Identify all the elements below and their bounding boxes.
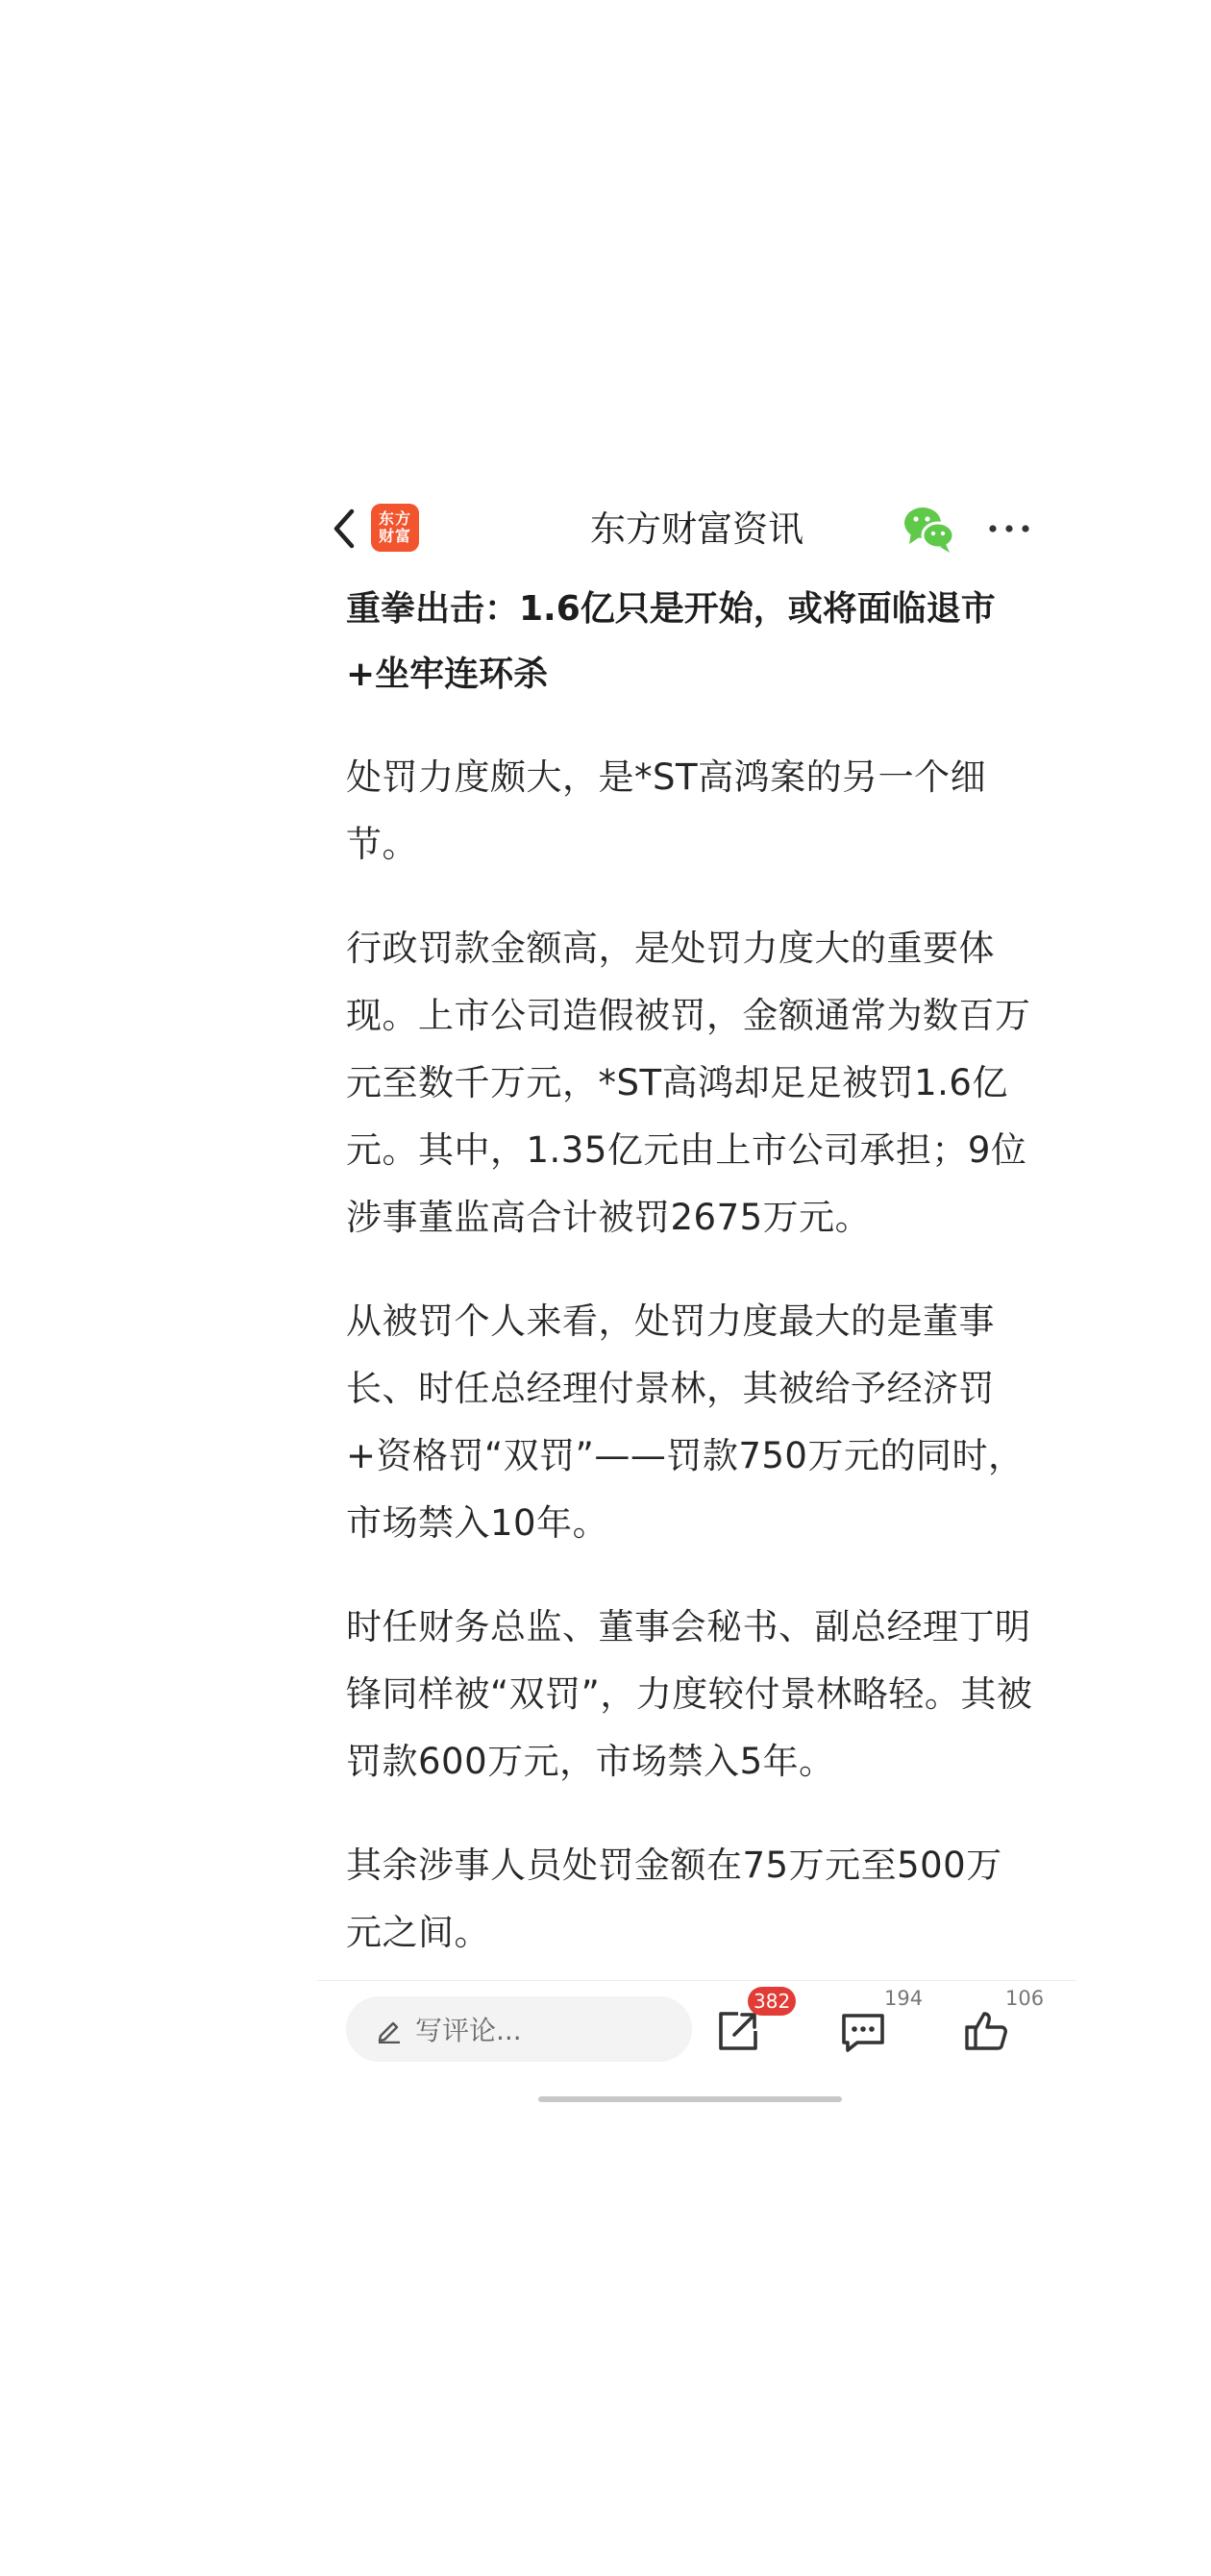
share-count-badge: 382 bbox=[748, 1987, 796, 2016]
wechat-share-button[interactable] bbox=[902, 504, 957, 554]
top-bar bbox=[317, 481, 1076, 577]
bottom-action-bar bbox=[317, 1980, 1076, 2106]
article-paragraph: 行政罚款金额高，是处罚力度大的重要体现。上市公司造假被罚，金额通常为数百万元至数千万元，*ST高鸿却足足被罚1.6亿元。其中，1.35亿元由上市公司承担；9位涉事董监高合计被罚2675万元。 bbox=[346, 928, 1031, 1238]
article-paragraph: 从被罚个人来看，处罚力度最大的是董事长、时任总经理付景林，其被给予经济罚+资格罚“双罚”——罚款750万元的同时，市场禁入10年。 bbox=[346, 1300, 1025, 1544]
comments-button[interactable] bbox=[836, 2004, 890, 2058]
like-count: 106 bbox=[1005, 1987, 1045, 2010]
wechat-icon bbox=[902, 504, 957, 554]
article-paragraph: 其余涉事人员处罚金额在75万元至500万元之间。 bbox=[346, 1845, 1002, 1953]
like-button[interactable] bbox=[959, 2004, 1013, 2058]
logo-text-line2: 财富 bbox=[378, 527, 411, 545]
article-body bbox=[346, 577, 1038, 1967]
article-headline: 重拳出击：1.6亿只是开始，或将面临退市+坐牢连环杀 bbox=[346, 589, 996, 694]
article-screen bbox=[317, 481, 1076, 2105]
article-paragraph: 时任财务总监、董事会秘书、副总经理丁明锋同样被“双罚”，力度较付景林略轻。其被罚款600万元，市场禁入5年。 bbox=[346, 1606, 1033, 1782]
comment-count: 194 bbox=[884, 1987, 924, 2010]
article-paragraph: 处罚力度颇大，是*ST高鸿案的另一个细节。 bbox=[346, 756, 987, 865]
comment-input[interactable] bbox=[346, 1996, 692, 2062]
comment-placeholder: 写评论... bbox=[415, 2015, 522, 2046]
logo-text-line1: 东方 bbox=[378, 509, 411, 528]
more-dots-icon bbox=[988, 524, 1030, 533]
comment-icon bbox=[836, 2004, 890, 2058]
more-button[interactable] bbox=[980, 508, 1038, 550]
thumbs-up-icon bbox=[959, 2004, 1013, 2058]
home-indicator[interactable] bbox=[538, 2096, 842, 2102]
page-title: 东方财富资讯 bbox=[590, 508, 803, 550]
pencil-icon bbox=[375, 2015, 404, 2043]
